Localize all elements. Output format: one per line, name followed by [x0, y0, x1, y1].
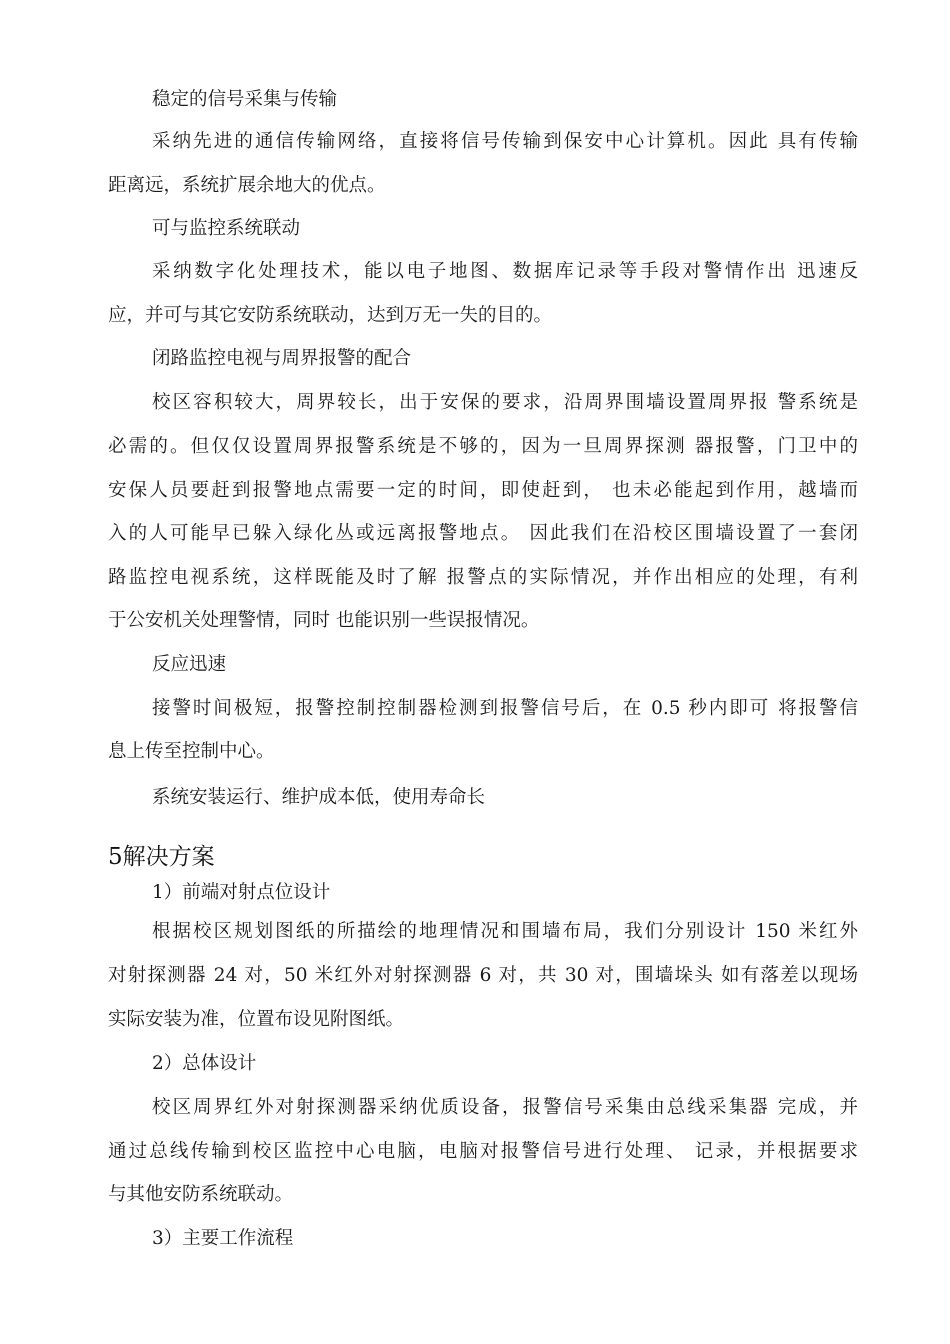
- paragraph-line: 通过总线传输到校区监控中心电脑，电脑对报警信号进行处理、 记录，并根据要求: [108, 1141, 858, 1162]
- subheading-stable-signal: 稳定的信号采集与传输: [152, 89, 338, 110]
- paragraph-line: 路监控电视系统，这样既能及时了解 报警点的实际情况，并作出相应的处理，有利: [108, 567, 858, 588]
- subheading-overall-design: 2）总体设计: [152, 1053, 257, 1074]
- subheading-cctv: 闭路监控电视与周界报警的配合: [152, 348, 412, 369]
- paragraph-line: 必需的。但仅仅设置周界报警系统是不够的，因为一旦周界探测 器报警，门卫中的: [108, 436, 858, 457]
- paragraph-line: 采纳先进的通信传输网络，直接将信号传输到保安中心计算机。因此 具有传输: [152, 131, 858, 152]
- paragraph-line: 根据校区规划图纸的所描绘的地理情况和围墙布局，我们分别设计 150 米红外: [152, 921, 858, 942]
- paragraph-line: 实际安装为准，位置布设见附图纸。: [108, 1009, 405, 1030]
- subheading-front-end: 1）前端对射点位设计: [152, 882, 331, 903]
- section-heading: 5解决方案: [108, 844, 215, 870]
- subheading-low-cost: 系统安装运行、维护成本低，使用寿命长: [152, 787, 486, 808]
- paragraph-line: 校区容积较大，周界较长，出于安保的要求，沿周界围墙设置周界报 警系统是: [152, 392, 858, 413]
- paragraph-line: 与其他安防系统联动。: [108, 1184, 294, 1205]
- paragraph-line: 安保人员要赶到报警地点需要一定的时间，即使赶到， 也未必能起到作用，越墙而: [108, 480, 858, 501]
- paragraph-line: 接警时间极短，报警控制控制器检测到报警信号后，在 0.5 秒内即可 将报警信: [152, 698, 858, 719]
- subheading-fast-response: 反应迅速: [152, 654, 227, 675]
- paragraph-line: 采纳数字化处理技术，能以电子地图、数据库记录等手段对警情作出 迅速反: [152, 261, 858, 282]
- paragraph-line: 距离远，系统扩展余地大的优点。: [108, 175, 386, 196]
- paragraph-line: 应，并可与其它安防系统联动，达到万无一失的目的。: [108, 305, 553, 326]
- paragraph-line: 校区周界红外对射探测器采纳优质设备，报警信号采集由总线采集器 完成，并: [152, 1097, 858, 1118]
- paragraph-line: 息上传至控制中心。: [108, 741, 275, 762]
- paragraph-line: 入的人可能早已躲入绿化丛或远离报警地点。 因此我们在沿校区围墙设置了一套闭: [108, 523, 858, 544]
- subheading-workflow: 3）主要工作流程: [152, 1228, 294, 1249]
- paragraph-line: 对射探测器 24 对，50 米红外对射探测器 6 对，共 30 对，围墙垛头 如有落差以现场: [108, 965, 858, 986]
- paragraph-line: 于公安机关处理警情，同时 也能识别一些误报情况。: [108, 610, 540, 631]
- subheading-linkage: 可与监控系统联动: [152, 218, 301, 239]
